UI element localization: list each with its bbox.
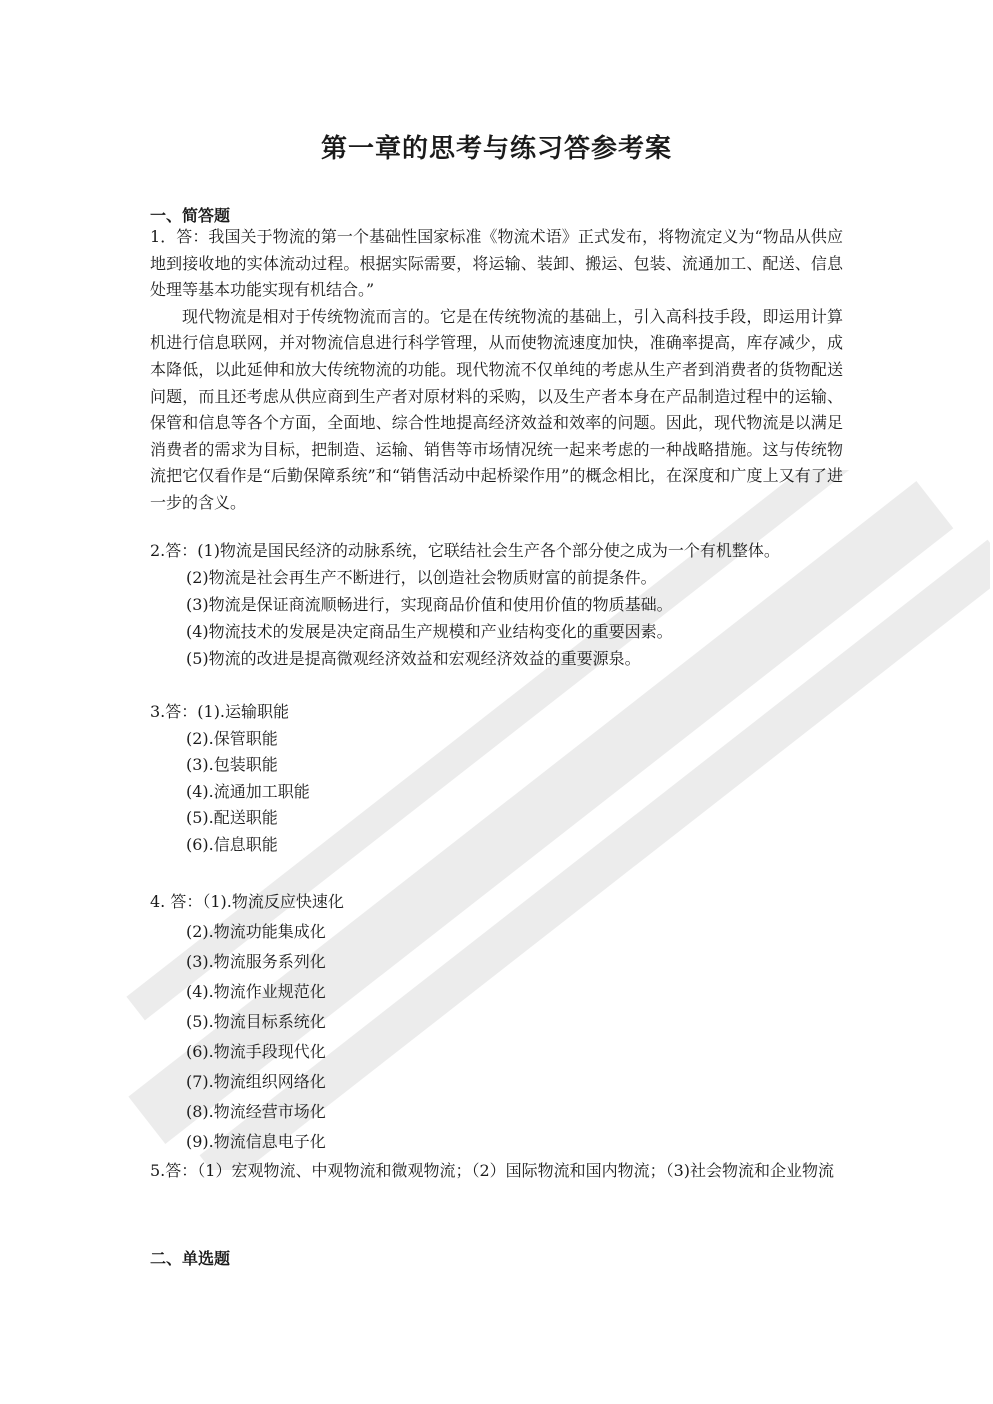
answer-3-line: (4).流通加工职能 (186, 782, 310, 801)
answer-4-line: (6).物流手段现代化 (186, 1042, 326, 1061)
answer-2-line: (4)物流技术的发展是决定商品生产规模和产业结构变化的重要因素。 (186, 622, 673, 641)
answer-3-line: (3).包装职能 (186, 755, 278, 774)
answer-3-line: (6).信息职能 (186, 835, 278, 854)
section-heading-single-choice: 二、单选题 (150, 1249, 231, 1268)
answer-1 (150, 224, 843, 517)
answer-4-line: 4. 答：（1).物流反应快速化 (150, 892, 344, 911)
answer-3-line: (5).配送职能 (186, 808, 278, 827)
answer-4-line: (4).物流作业规范化 (186, 982, 326, 1001)
answer-2-line: (5)物流的改进是提高微观经济效益和宏观经济效益的重要源泉。 (186, 649, 641, 668)
page-title: 第一章的思考与练习答参考案 (320, 134, 672, 164)
answer-2-line: 2.答：(1)物流是国民经济的动脉系统，它联结社会生产各个部分使之成为一个有机整体。 (150, 541, 780, 560)
answer-5 (150, 1156, 843, 1186)
section-heading-short-answer: 一、简答题 (150, 206, 231, 225)
answer-1-text: 1．答：我国关于物流的第一个基础性国家标准《物流术语》正式发布，将物流定义为“物品从供应地到接收地的实体流动过程。根据实际需要，将运输、装卸、搬运、包装、流通加工、配送、信息处理等基本功能实现有机结合。” (150, 227, 843, 300)
answer-3-line: 3.答：(1).运输职能 (150, 702, 290, 721)
answer-4-line: (7).物流组织网络化 (186, 1072, 326, 1091)
answer-5-text: 5.答：（1）宏观物流、中观物流和微观物流；（2）国际物流和国内物流；（3)社会物流和企业物流 (150, 1161, 835, 1180)
answer-1-paragraph-2: 现代物流是相对于传统物流而言的。它是在传统物流的基础上，引入高科技手段，即运用计算机进行信息联网，并对物流信息进行科学管理，从而使物流速度加快，准确率提高，库存减少，成本降低，以此延伸和放大传统物流的功能。现代物流不仅单纯的考虑从生产者到消费者的货物配送问题，而且还考虑从供应商到生产者对原材料的采购，以及生产者本身在产品制造过程中的运输、保管和信息等各个方面，全面地、综合性地提高经济效益和效率的问题。因此，现代物流是以满足消费者的需求为目标，把制造、运输、销售等市场情况统一起来考虑的一种战略措施。这与传统物流把它仅看作是“后勤保障系统”和“销售活动中起桥梁作用”的概念相比，在深度和广度上又有了进一步的含义。 (150, 306, 843, 512)
answer-4-line: (9).物流信息电子化 (186, 1132, 326, 1151)
answer-4-line: (3).物流服务系列化 (186, 952, 326, 971)
answer-4-line: (8).物流经营市场化 (186, 1102, 326, 1121)
answer-4-line: (2).物流功能集成化 (186, 922, 326, 941)
answer-2-line: (3)物流是保证商流顺畅进行，实现商品价值和使用价值的物质基础。 (186, 595, 673, 614)
answer-4-line: (5).物流目标系统化 (186, 1012, 326, 1031)
answer-3-line: (2).保管职能 (186, 729, 278, 748)
answer-2-line: (2)物流是社会再生产不断进行，以创造社会物质财富的前提条件。 (186, 568, 657, 587)
